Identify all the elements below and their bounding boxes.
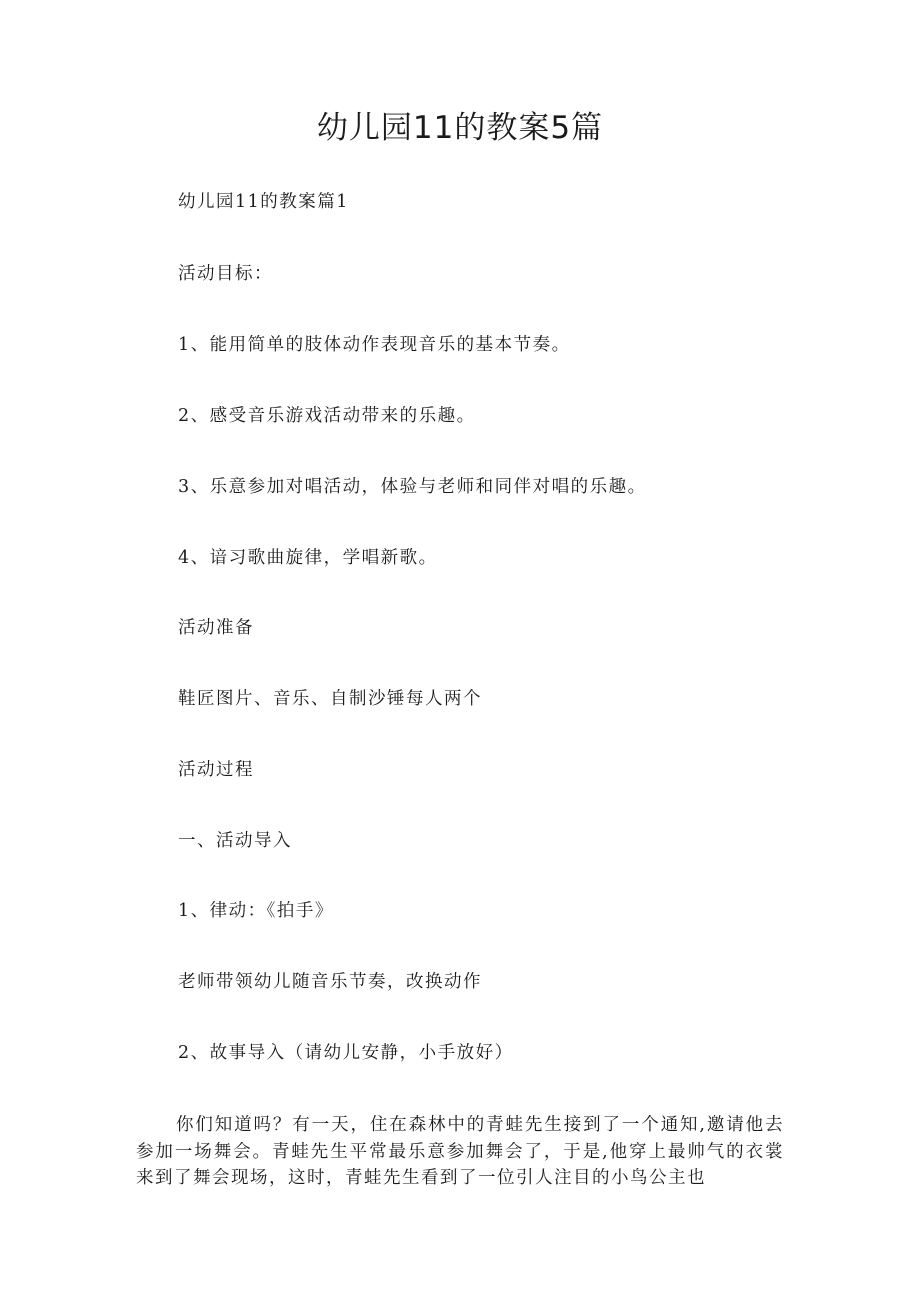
text-line: 2、故事导入（请幼儿安静，小手放好） <box>178 1043 514 1063</box>
text-line: 鞋匠图片、音乐、自制沙锤每人两个 <box>178 689 482 709</box>
text-line: 3、乐意参加对唱活动，体验与老师和同伴对唱的乐趣。 <box>178 477 647 497</box>
section-heading: 幼儿园11的教案篇1 <box>178 192 349 212</box>
document-title: 幼儿园11的教案5篇 <box>316 110 604 146</box>
text-line: 活动目标： <box>178 264 273 284</box>
text-line: 1、能用简单的肢体动作表现音乐的基本节奏。 <box>178 335 571 355</box>
story-paragraph: 你们知道吗？有一天，住在森林中的青蛙先生接到了一个通知,邀请他去参加一场舞会。青蛙先生平常最乐意参加舞会了，于是,他穿上最帅气的衣裳来到了舞会现场，这时，青蛙先生看到了一位引人注目的小鸟公主也 <box>136 1115 784 1188</box>
text-line: 老师带领幼儿随音乐节奏，改换动作 <box>178 972 482 992</box>
text-line: 一、活动导入 <box>178 831 292 851</box>
text-line: 活动过程 <box>178 760 254 780</box>
text-line: 4、谙习歌曲旋律，学唱新歌。 <box>178 548 438 568</box>
text-line: 1、律动：《拍手》 <box>178 901 334 921</box>
text-line: 2、感受音乐游戏活动带来的乐趣。 <box>178 406 476 426</box>
text-line: 活动准备 <box>178 618 254 638</box>
